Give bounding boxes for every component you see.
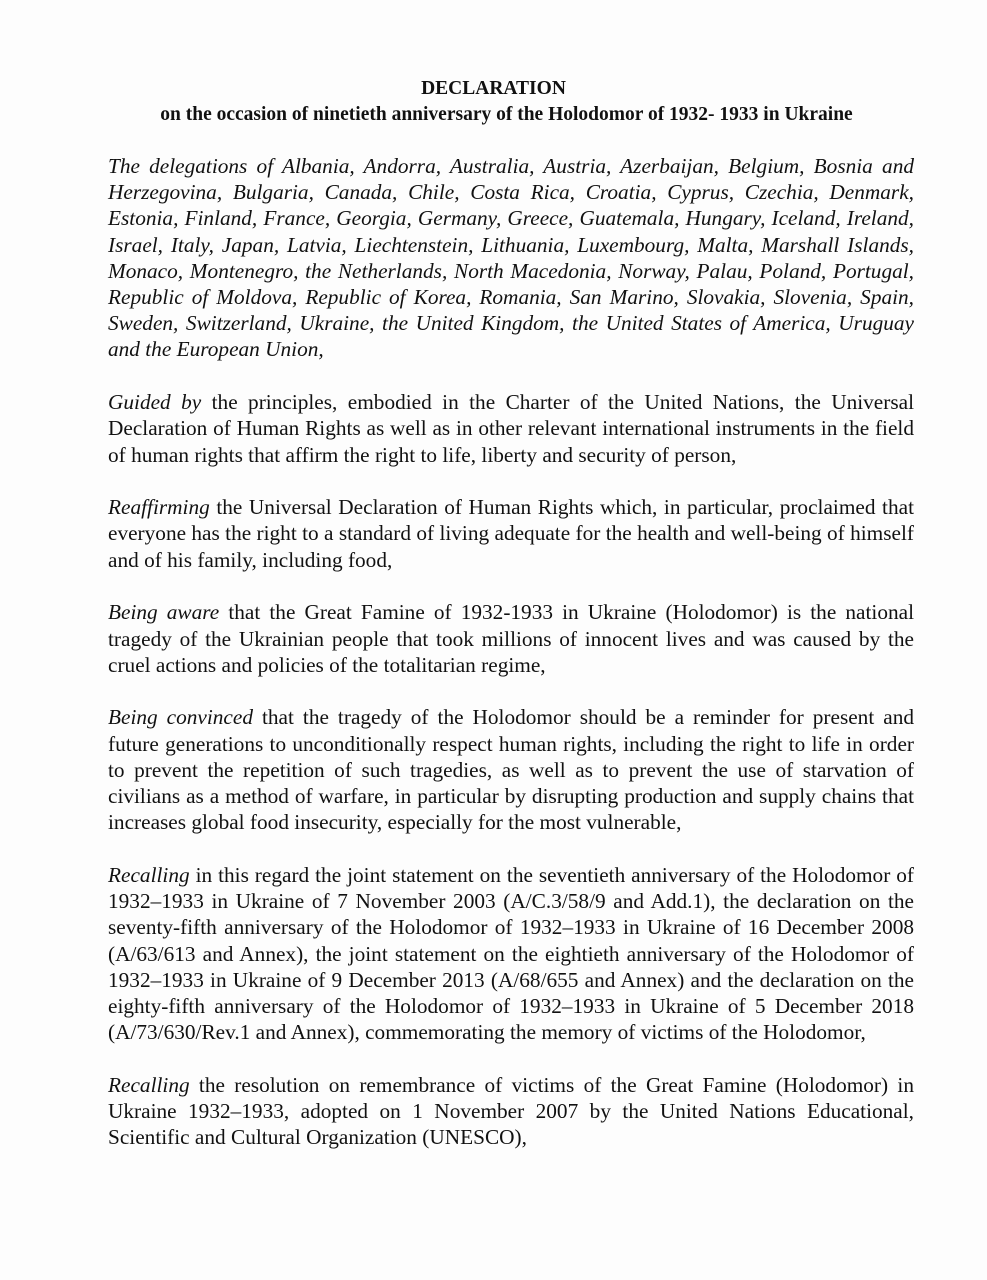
paragraph-lead: Recalling: [108, 1072, 190, 1097]
paragraph-text: the Universal Declaration of Human Rights which, in particular, proclaimed that everyone has the right to a standard of living adequate for the health and well-being of himself and of his family, including food,: [108, 495, 914, 572]
paragraph-text: that the tragedy of the Holodomor should be a reminder for present and future generations to unconditionally respect human rights, including the right to life in order to prevent the repetition of such tragedies, as well as to prevent the use of starvation of civilians as a method of warfare, in particular by disrupting production and supply chains that increases global food insecurity, especially for the most vulnerable,: [108, 705, 914, 835]
document-subtitle: on the occasion of ninetieth anniversary of the Holodomor of 1932- 1933 in Ukraine: [160, 104, 853, 125]
document-title: DECLARATION: [421, 78, 566, 99]
paragraph-lead: Recalling: [108, 862, 190, 887]
document-body: [108, 153, 914, 1177]
paragraph-text: in this regard the joint statement on the seventieth anniversary of the Holodomor of 1932–1933 in Ukraine of 7 November 2003 (A/C.3/58/9 and Add.1), the declaration on the seventy-fifth anniversary of the Holodomor of 1932–1933 in Ukraine of 16 December 2008 (A/63/613 and Annex), the joint statement on the eightieth anniversary of the Holodomor of 1932–1933 in Ukraine of 9 December 2013 (A/68/655 and Annex) and the declaration on the eighty-fifth anniversary of the Holodomor of 1932–1933 in Ukraine of 5 December 2018 (A/73/630/Rev.1 and Annex), commemorating the memory of victims of the Holodomor,: [108, 862, 914, 1045]
paragraph-reaffirming: [108, 494, 914, 573]
paragraph-lead: Being aware: [108, 600, 220, 625]
paragraph-recalling-statements: [108, 862, 914, 1045]
paragraph-being-aware: [108, 599, 914, 678]
paragraph-text: that the Great Famine of 1932-1933 in Ukraine (Holodomor) is the national tragedy of the Ukrainian people that took millions of innocent lives and was caused by the cruel actions and policies of the totalitarian regime,: [108, 600, 914, 677]
paragraph-text: the principles, embodied in the Charter of the United Nations, the Universal Declaration of Human Rights as well as in other relevant international instruments in the field of human rights that affirm the right to life, liberty and security of person,: [108, 390, 915, 467]
paragraph-lead: Reaffirming: [108, 495, 210, 520]
paragraph-recalling-unesco: [108, 1072, 914, 1151]
paragraph-text: the resolution on remembrance of victims of the Great Famine (Holodomor) in Ukraine 1932–1933, adopted on 1 November 2007 by the United Nations Educational, Scientific and Cultural Organization (UNESCO),: [108, 1072, 914, 1150]
delegations-paragraph: The delegations of Albania, Andorra, Australia, Austria, Azerbaijan, Belgium, Bosnia and Herzegovina, Bulgaria, Canada, Chile, Costa Rica, Croatia, Cyprus, Czechia, Denmark, Estonia, Finland, France, Georgia, Germany, Greece, Guatemala, Hungary, Iceland, Ireland, Israel, Italy, Japan, Latvia, Liechtenstein, Lithuania, Luxembourg, Malta, Marshall Islands, Monaco, Montenegro, the Netherlands, North Macedonia, Norway, Palau, Poland, Portugal, Republic of Moldova, Republic of Korea, Romania, San Marino, Slovakia, Slovenia, Spain, Sweden, Switzerland, Ukraine, the United Kingdom, the United States of America, Uruguay and the European Union,: [108, 154, 914, 362]
paragraph-guided-by: [108, 389, 914, 468]
document-header: [0, 76, 987, 128]
paragraph-being-convinced: [108, 704, 914, 835]
paragraph-lead: Guided by: [108, 390, 202, 415]
paragraph-lead: Being convinced: [108, 705, 253, 730]
